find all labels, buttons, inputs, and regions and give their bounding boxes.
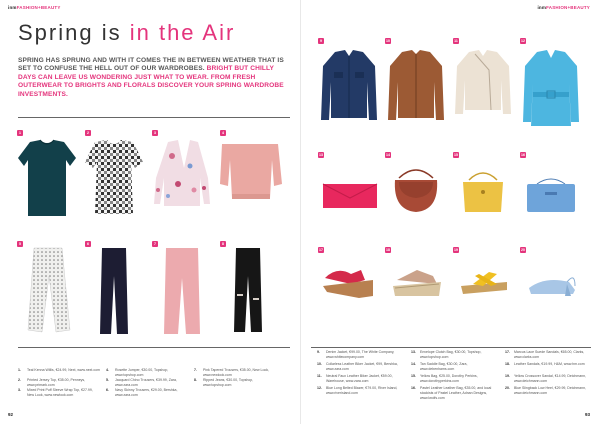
intro-text: SPRING HAS SPRUNG AND WITH IT COMES THE IN BETWEEN WEATHER THAT IS SET TO CONFUSE THE HELL OUT OF OUR WARDROBES. <box>18 57 284 73</box>
right-page <box>300 0 600 424</box>
item-number: 2 <box>85 130 91 136</box>
red-wedge-sandal-image <box>321 262 377 302</box>
espadrille-sandal-image <box>389 262 445 302</box>
item-number: 3 <box>152 130 158 136</box>
item-number: 14 <box>386 153 390 157</box>
captions-left <box>18 368 298 408</box>
caption-item: 7. Pink Tapered Trousers, €35.00, New Look, www.newlook.com <box>194 368 270 377</box>
ripped-jeans-image <box>228 246 268 338</box>
teal-top-image <box>16 138 78 218</box>
caption-item: 20. Blue Slingback Low Heel, €29.99, Deichmann, www.deichmann.com <box>505 386 586 395</box>
title-part1: Spring is <box>18 20 130 45</box>
brand-label: inm <box>8 5 17 10</box>
pink-jumper-image <box>218 138 284 218</box>
page-number-right: 93 <box>584 412 590 417</box>
caption-item: 19. Yellow Crossover Sandal, €14.99, Deichmann, www.deichmann.com <box>505 374 587 383</box>
item-number: 19 <box>454 248 458 252</box>
section-label: FASHION+BEAUTY <box>16 5 61 10</box>
section-label: FASHION+BEAUTY <box>546 5 590 10</box>
item-number: 1 <box>17 130 23 136</box>
caption-item: 4. Rosette Jumper, €30.00, Topshop, www.topshop.com <box>106 368 169 377</box>
item-number: 20 <box>521 248 525 252</box>
item-number: 9 <box>318 38 324 44</box>
pink-clutch-image <box>321 178 379 212</box>
caption-item: 16. Pastel Leather Leather Bag, €35.00, and local stockists of Pastel Leather, Adnan Designs, www.lwolfs.com <box>411 386 492 400</box>
caption-item: 10. Collarless Leather Biker Jacket, €99, Bershka, www.zara.com <box>317 362 398 371</box>
caption-item: 6. Navy Skinny Trousers, €29.00, Bershka, www.zara.com <box>106 388 178 397</box>
captions-right <box>317 350 597 406</box>
checked-top-image <box>83 138 145 218</box>
caption-item: 18. Leather Sandals, €19.99, H&M, www.hm.com <box>505 362 585 366</box>
divider-line <box>18 117 290 118</box>
section-header-left <box>8 5 61 10</box>
caption-item: 5. Jacquard Chino Trousers, €39.99, Zara, www.zara.com <box>106 378 177 387</box>
yellow-crossover-sandal-image <box>457 268 511 298</box>
page-number-left: 92 <box>8 412 14 417</box>
item-number: 13 <box>319 153 323 157</box>
caption-item: 3. Mixed Print Puff Sleeve Wrap Top, €27.99, New Look, www.newlook.com <box>18 388 93 397</box>
item-number: 6 <box>85 241 91 247</box>
caption-item: 9. Denim Jacket, €99.00, The White Company, www.whitecompany.com <box>317 350 395 359</box>
pink-trousers-image <box>160 246 204 338</box>
tan-leather-jacket-image <box>386 48 446 128</box>
page-title <box>18 20 235 46</box>
item-number: 15 <box>454 153 458 157</box>
blue-blazer-image <box>521 48 581 128</box>
navy-trousers-image <box>94 246 134 338</box>
item-number: 16 <box>521 153 525 157</box>
intro-highlight: BRIGHT BUT CHILLY DAYS CAN LEAVE US WONDERING JUST WHAT TO WEAR. FROM FRESH OUTERWEAR TO BRIGHTS AND FLORALS DISCOVER YOUR SPRING WARDROBE INVESTMENTS. <box>18 65 284 98</box>
item-number: 8 <box>220 241 226 247</box>
caption-item: 11. Neutral Faux Leather Biker Jacket, €59.00, Warehouse, www.zara.com <box>317 374 393 383</box>
item-number: 10 <box>386 39 390 43</box>
item-number: 4 <box>220 130 226 136</box>
caption-item: 2. Printed Jersey Top, €35.00, Penneys, www.primark.com <box>18 378 86 387</box>
brand-label: inm <box>537 5 547 10</box>
caption-item: 17. Marcus Lace Suede Sandals, €65.00, Clarks, www.clarks.com <box>505 350 585 359</box>
blue-bag-image <box>523 176 579 216</box>
caption-item: 12. Blue Long Belted Blazer, €79.00, River Island, www.riverisland.com <box>317 386 398 395</box>
caption-item: 1. Teal Kenna Willis, €24.99, Next, www.next.com <box>18 368 100 372</box>
neutral-biker-jacket-image <box>453 48 513 128</box>
tan-saddle-bag-image <box>389 166 443 216</box>
item-number: 11 <box>454 39 458 43</box>
blue-slingback-image <box>525 266 579 300</box>
patterned-trousers-image <box>24 246 74 338</box>
caption-item: 8. Ripped Jeans, €30.00, Topshop, www.topshop.com <box>194 378 254 387</box>
title-part2: in the Air <box>129 20 236 45</box>
item-number: 7 <box>152 241 158 247</box>
divider-line <box>18 347 290 348</box>
item-number: 5 <box>17 241 23 247</box>
section-header-right <box>537 5 590 10</box>
caption-item: 14. Tan Saddle Bag, €30.00, Zara, www.debenhams.com <box>411 362 468 371</box>
floral-wrap-top-image <box>150 138 212 218</box>
divider-line <box>311 347 591 348</box>
item-number: 12 <box>521 39 525 43</box>
item-number: 18 <box>386 248 390 252</box>
caption-item: 13. Envelope Clutch Bag, €30.00, Topshop, www.topshop.com <box>411 350 482 359</box>
caption-item: 15. Yellow Bag, €25.00, Dorothy Perkins, www.dorothyperkins.com <box>411 374 478 383</box>
yellow-bag-image <box>457 166 509 216</box>
intro-paragraph <box>18 57 286 99</box>
denim-jacket-image <box>319 48 379 128</box>
item-number: 17 <box>319 248 323 252</box>
